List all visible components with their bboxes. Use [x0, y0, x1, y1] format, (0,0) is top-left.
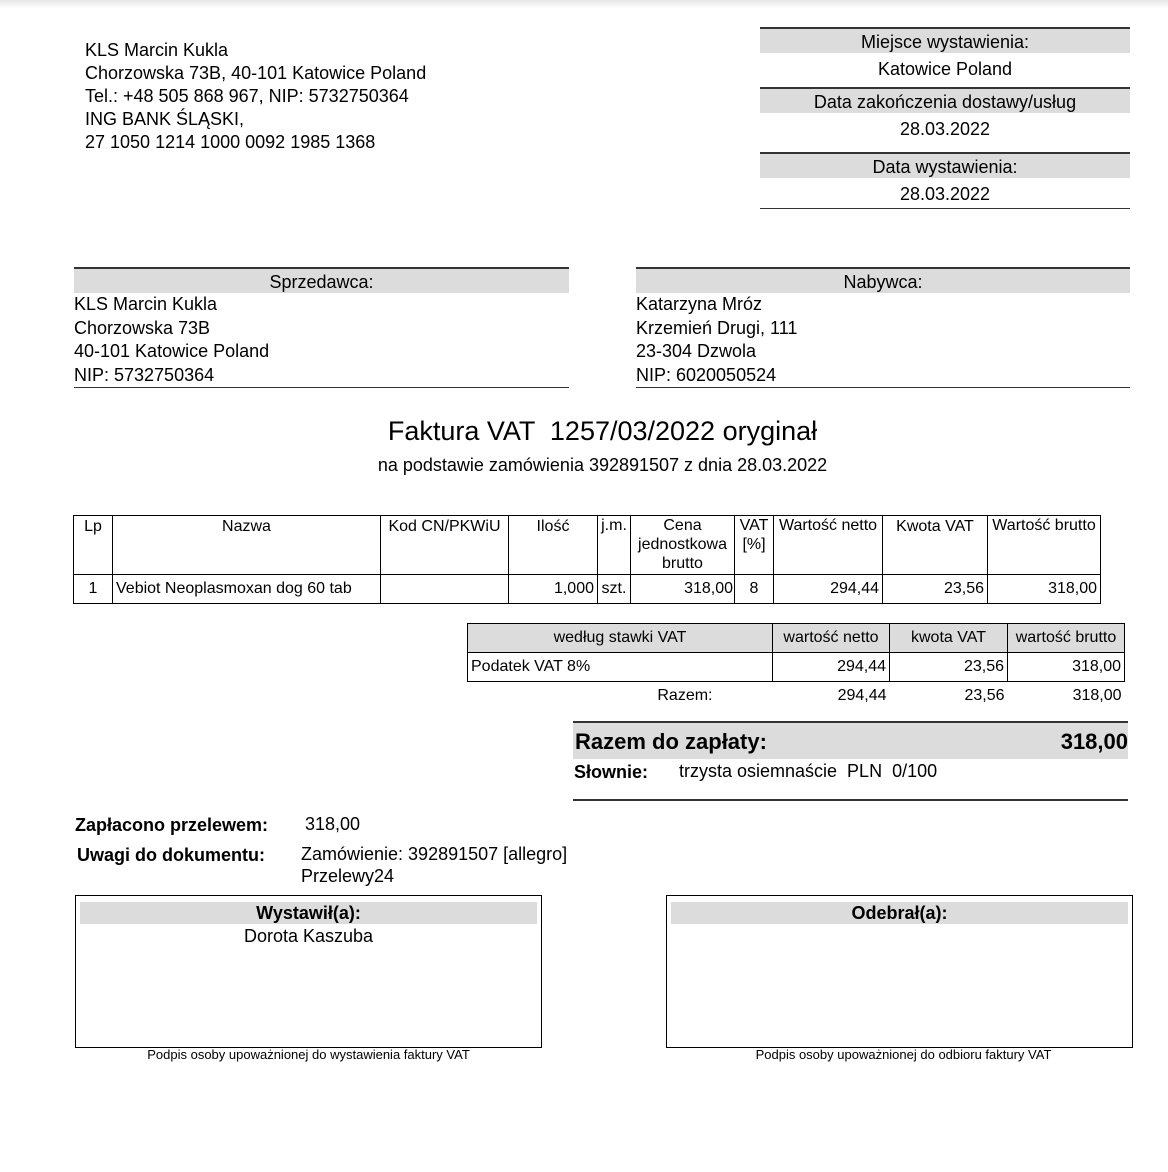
col-price-line2: jednostkowa [638, 536, 727, 553]
col-code: Kod CN/PKWiU [381, 516, 509, 575]
issuer-signature-label: Wystawił(a): [80, 902, 537, 924]
issuer-address: Chorzowska 73B, 40-101 Katowice Poland [85, 63, 427, 83]
items-header-row [74, 516, 1101, 575]
col-price-line1: Cena [663, 517, 702, 534]
notes-label: Uwagi do dokumentu: [77, 845, 265, 865]
issuer-signature-caption: Podpis osoby upoważnionej do wystawienia faktury VAT [147, 1047, 470, 1062]
buyer-street: Krzemień Drugi, 111 [636, 317, 798, 338]
total-words-label: Słownie: [574, 762, 649, 782]
vat-sum-gross: 318,00 [1072, 687, 1122, 704]
issue-date-value: 28.03.2022 [899, 184, 991, 204]
delivery-date-label: Data zakończenia dostawy/usług [760, 87, 1130, 113]
vat-col-vat: kwota VAT [890, 624, 1008, 653]
vat-col-gross: wartość brutto [1008, 624, 1125, 653]
seller-label: Sprzedawca: [74, 267, 569, 293]
col-vat [735, 516, 774, 575]
buyer-label: Nabywca: [636, 267, 1130, 293]
vat-row-rate: Podatek VAT 8% [468, 653, 773, 682]
table-row [468, 653, 1125, 682]
vat-col-rate: według stawki VAT [468, 624, 773, 653]
row-lp: 1 [74, 575, 113, 604]
total-words-value: trzysta osiemnaście PLN 0/100 [679, 761, 938, 781]
total-words-row [573, 759, 1128, 801]
invoice-title: Faktura VAT 1257/03/2022 oryginał [387, 416, 818, 446]
vat-header-row [468, 624, 1125, 653]
col-qty: Ilość [509, 516, 598, 575]
buyer-nip: NIP: 6020050524 [636, 364, 1130, 389]
row-code [381, 575, 509, 604]
buyer-name: Katarzyna Mróz [636, 294, 763, 314]
row-name: Vebiot Neoplasmoxan dog 60 tab [113, 575, 381, 604]
vat-row-vat: 23,56 [890, 653, 1008, 682]
notes-content [301, 843, 567, 887]
total-bar [573, 721, 1128, 759]
receiver-signature-box [666, 895, 1133, 1048]
place-label: Miejsce wystawienia: [760, 27, 1130, 53]
delivery-date-box [760, 87, 1130, 143]
issuer-account: 27 1050 1214 1000 0092 1985 1368 [85, 132, 376, 152]
vat-sum-label: Razem: [657, 687, 713, 704]
notes-line-1: Zamówienie: 392891507 [allegro] [301, 844, 568, 864]
col-unit: j.m. [598, 516, 631, 575]
delivery-date-value: 28.03.2022 [899, 119, 991, 139]
issuer-block [85, 39, 426, 154]
seller-nip: NIP: 5732750364 [74, 364, 569, 389]
buyer-city: 23-304 Dzwola [636, 341, 757, 361]
receiver-signature-caption: Podpis osoby upoważnionej do odbioru faktury VAT [755, 1047, 1052, 1062]
vat-sum-row [468, 682, 1125, 711]
vat-summary-table [467, 623, 1125, 710]
invoice-subtitle: na podstawie zamówienia 392891507 z dnia 28.03.2022 [377, 455, 828, 475]
vat-row-net: 294,44 [773, 653, 890, 682]
payment-label: Zapłacono przelewem: [75, 815, 269, 835]
issuer-contact: Tel.: +48 505 868 967, NIP: 5732750364 [85, 86, 409, 106]
col-gross: Wartość brutto [988, 516, 1101, 575]
col-lp: Lp [74, 516, 113, 575]
vat-sum-vat: 23,56 [964, 687, 1005, 704]
total-label: Razem do zapłaty: [575, 729, 767, 754]
seller-block [74, 267, 569, 388]
col-price-line3: brutto [662, 555, 703, 572]
issue-date-label: Data wystawienia: [760, 152, 1130, 178]
notes-line-2: Przelewy24 [301, 866, 395, 886]
table-row [74, 575, 1101, 604]
issuer-name: KLS Marcin Kukla [85, 40, 229, 60]
issuer-signature-name: Dorota Kaszuba [243, 926, 374, 946]
vat-sum-net: 294,44 [837, 687, 887, 704]
row-net: 294,44 [774, 575, 883, 604]
vat-col-net: wartość netto [773, 624, 890, 653]
row-vat: 8 [735, 575, 774, 604]
issuer-bank: ING BANK ŚLĄSKI, [85, 109, 245, 129]
row-qty: 1,000 [509, 575, 598, 604]
total-block [573, 721, 1128, 801]
place-box [760, 27, 1130, 83]
vat-row-gross: 318,00 [1008, 653, 1125, 682]
row-vat-amount: 23,56 [883, 575, 988, 604]
page-top-shadow [0, 0, 1168, 8]
buyer-block [636, 267, 1130, 388]
seller-city: 40-101 Katowice Poland [74, 341, 270, 361]
row-price: 318,00 [631, 575, 735, 604]
seller-name: KLS Marcin Kukla [74, 294, 218, 314]
receiver-signature-label: Odebrał(a): [671, 902, 1128, 924]
place-value: Katowice Poland [877, 59, 1013, 79]
seller-street: Chorzowska 73B [74, 317, 211, 338]
items-table [73, 515, 1101, 604]
col-price [631, 516, 735, 575]
issuer-signature-box [75, 895, 542, 1048]
row-gross: 318,00 [988, 575, 1101, 604]
col-net: Wartość netto [774, 516, 883, 575]
total-value: 318,00 [1060, 729, 1128, 754]
payment-value: 318,00 [305, 814, 361, 834]
col-vat-line1: VAT [739, 517, 769, 534]
col-vat-amount: Kwota VAT [883, 516, 988, 575]
issue-date-box [760, 152, 1130, 209]
col-name: Nazwa [113, 516, 381, 575]
row-unit: szt. [598, 575, 631, 604]
col-vat-line2: [%] [742, 536, 766, 553]
